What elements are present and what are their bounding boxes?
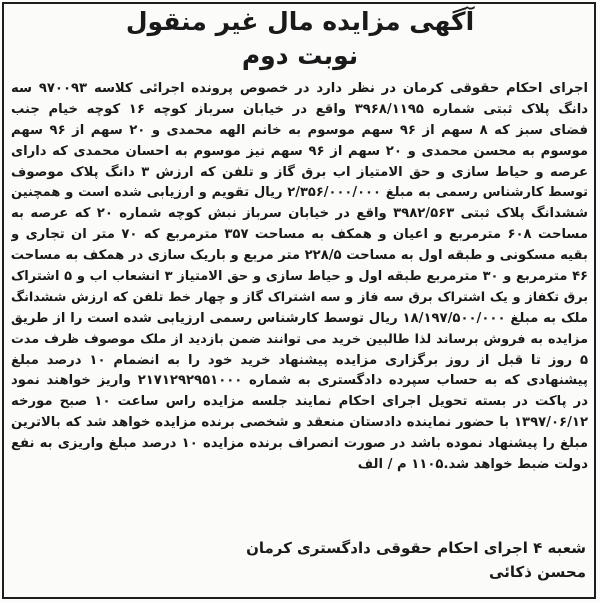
body-line: بقیه مسکونی و طبقه اول به مساحت ۲۲۸/۵ متر مربع و باریک سازی در همکف به مساحت [11, 248, 588, 264]
body-line: موسوم به محسن محمدی و ۲۰ سهم از ۹۶ سهم نیز موسوم به احسان محمدی که دارای [11, 143, 588, 159]
body-line: ملک به مبلغ ۱۸/۱۹۷/۵۰۰/۰۰۰ ریال توسط کارشناس رسمی ارزیابی شده است را از طریق [11, 310, 588, 326]
body-line: مبلغ را پیشنهاد نموده باشد در صورت انصراف برنده مزایده ۱۰ درصد مبلغ واریزی به نفع [11, 436, 588, 452]
body-line: فضای سبز که ۸ سهم از ۹۶ سهم موسوم به خانم الهه محمدی و ۲۰ سهم از ۹۶ سهم [11, 122, 588, 138]
body-line: دانگ پلاک ثبتی شماره ۳۹۶۸/۱۱۹۵ واقع در خیابان سرباز کوچه ۱۶ کوچه خیام جنب [11, 101, 588, 117]
body-line: مزایده به فروش برساند لذا طالبین خرید می توانند ضمن بازدید از ملک موصوف ظرف مدت [11, 331, 588, 347]
notice-footer [246, 536, 586, 584]
signatory-name: محسن ذکائی [489, 563, 586, 581]
body-line: در پاکت در بسته تحویل اجرای احکام نمایند جلسه مزایده راس ساعت ۱۰ صبح مورخه [11, 394, 588, 410]
body-line-last: دولت ضبط خواهد شد.۱۱۰۵ م / الف [357, 457, 588, 473]
body-line: پیشنهادی که به حساب سپرده دادگستری به شماره ۲۱۷۱۲۹۲۹۵۱۰۰۰ واریز خواهند نمود [11, 373, 588, 389]
body-line: عرصه و حیاط سازی و حق الامتیاز اب برق گاز و تلفن که ارزش ۳ دانگ پلاک موصوف [11, 164, 588, 180]
body-line: اجرای احکام حقوقی کرمان در نظر دارد در خصوص پرونده اجرائی کلاسه ۹۷۰۰۹۳ سه [11, 81, 588, 96]
body-line: مساحت ۶۰۸ مترمربع و اعیان و همکف به مساحت ۳۵۷ مترمربع که ۷۰ متر ان تجاری و [11, 227, 588, 243]
body-line: ۱۳۹۷/۰۶/۱۲ با حضور نماینده دادستان منعقد و شخصی برنده مزایده خواهد شد که بالاترین [11, 415, 588, 431]
body-line: توسط کارشناس رسمی به مبلغ ۲/۳۵۶/۰۰۰/۰۰۰ ریال تقویم و ارزیابی شده است و همچنین [11, 185, 588, 201]
notice-subtitle: نوبت دوم [241, 41, 359, 70]
body-line: برق تکفاز و یک اشتراک برق سه فاز و سه اشتراک گاز و چهار خط تلفن که ارزش ششدانگ [11, 289, 588, 305]
body-line: ۴۶ مترمربع و ۳۰ مترمربع طبقه اول و حیاط سازی و حق الامتیاز ۳ انشعاب اب و ۵ اشتراک [11, 269, 588, 285]
notice-body [11, 79, 588, 476]
notice-title: آگهی مزایده مال غیر منقول [125, 7, 475, 36]
body-line: ۵ روز تا قبل از روز برگزاری مزایده پیشنهاد خرید خود را به انضمام ۱۰ درصد مبلغ [11, 352, 588, 368]
issuing-office: شعبه ۴ اجرای احکام حقوقی دادگستری کرمان [246, 539, 586, 557]
body-line: ششدانگ پلاک ثبتی ۳۹۸۲/۵۶۳ واقع در خیابان سرباز نبش کوچه شماره ۲۰ که عرصه به [11, 206, 588, 222]
